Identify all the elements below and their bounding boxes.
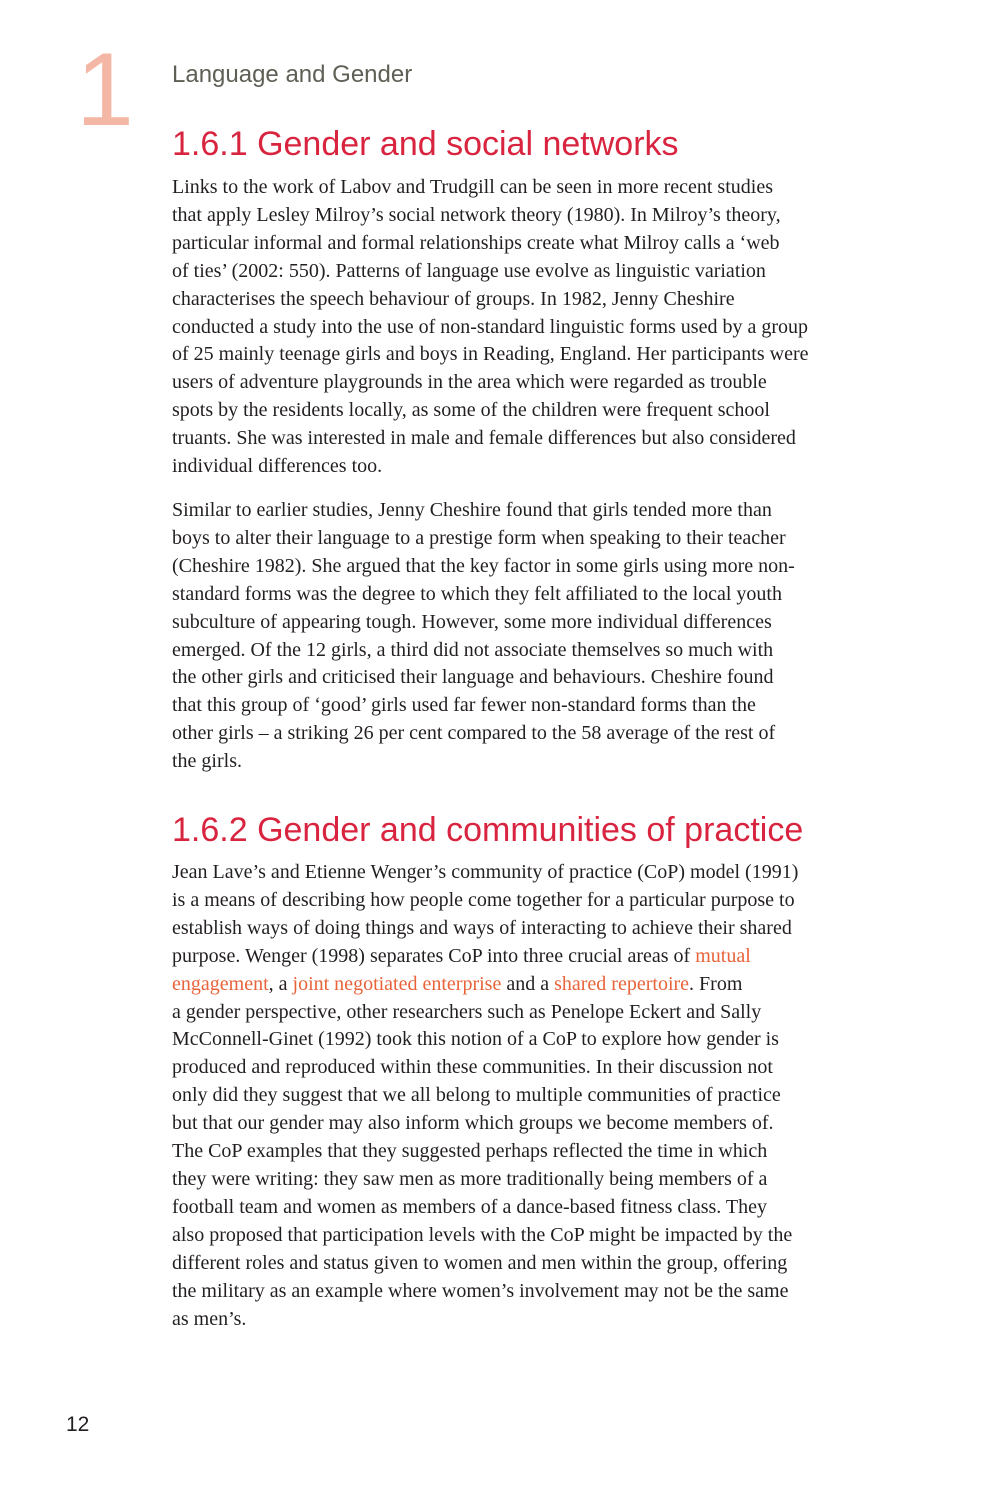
text-segment: different roles and status given to women and men within the group, offering	[172, 1251, 788, 1274]
text-segment: (Cheshire 1982). She argued that the key factor in some girls using more non-	[172, 554, 795, 577]
text-segment: conducted a study into the use of non-standard linguistic forms used by a group	[172, 315, 808, 338]
text-line	[172, 943, 798, 971]
paragraph	[172, 497, 795, 776]
text-segment: . From	[689, 972, 743, 995]
glossary-link[interactable]: shared repertoire	[554, 972, 690, 995]
text-line	[172, 1138, 798, 1166]
text-line	[172, 397, 808, 425]
text-segment: but that our gender may also inform which groups we become members of.	[172, 1112, 774, 1135]
text-segment: a gender perspective, other researchers such as Penelope Eckert and Sally	[172, 1000, 762, 1023]
text-line	[172, 341, 808, 369]
chapter-number: 1	[76, 32, 134, 148]
text-segment: subculture of appearing tough. However, some more individual differences	[172, 610, 772, 633]
text-segment: establish ways of doing things and ways of interacting to achieve their shared	[172, 916, 792, 939]
text-segment: Links to the work of Labov and Trudgill can be seen in more recent studies	[172, 176, 773, 198]
text-segment: spots by the residents locally, as some of the children were frequent school	[172, 399, 770, 422]
text-line	[172, 915, 798, 943]
text-line	[172, 369, 808, 397]
glossary-link[interactable]: mutual	[695, 944, 751, 967]
text-segment: McConnell-Ginet (1992) took this notion of a CoP to explore how gender is	[172, 1028, 779, 1051]
text-segment: purpose. Wenger (1998) separates CoP into three crucial areas of	[172, 944, 696, 967]
text-line	[172, 664, 795, 692]
text-segment: Similar to earlier studies, Jenny Cheshire found that girls tended more than	[172, 499, 772, 521]
section-heading-1-6-1: 1.6.1 Gender and social networks	[172, 125, 679, 163]
glossary-link[interactable]: engagement	[172, 972, 269, 995]
text-segment: that apply Lesley Milroy’s social network theory (1980). In Milroy’s theory,	[172, 203, 781, 226]
text-segment: that this group of ‘good’ girls used far fewer non-standard forms than the	[172, 694, 756, 717]
text-line	[172, 748, 795, 776]
text-segment: truants. She was interested in male and female differences but also considered	[172, 427, 796, 450]
text-segment: Jean Lave’s and Etienne Wenger’s community of practice (CoP) model (1991)	[172, 861, 799, 883]
text-segment: the military as an example where women’s involvement may not be the same	[172, 1279, 789, 1302]
text-line	[172, 314, 808, 342]
text-segment: only did they suggest that we all belong to multiple communities of practice	[172, 1084, 781, 1107]
text-line	[172, 609, 795, 637]
text-line	[172, 1166, 798, 1194]
text-segment: of 25 mainly teenage girls and boys in Reading, England. Her participants were	[172, 343, 809, 366]
text-segment: of ties’ (2002: 550). Patterns of language use evolve as linguistic variation	[172, 259, 766, 282]
text-segment: produced and reproduced within these communities. In their discussion not	[172, 1056, 773, 1079]
text-line	[172, 1082, 798, 1110]
text-segment: also proposed that participation levels with the CoP might be impacted by the	[172, 1223, 793, 1246]
text-segment: characterises the speech behaviour of groups. In 1982, Jenny Cheshire	[172, 287, 735, 310]
text-segment: the girls.	[172, 750, 242, 773]
text-segment: The CoP examples that they suggested perhaps reflected the time in which	[172, 1140, 768, 1163]
text-segment: , a	[268, 972, 293, 995]
text-line	[172, 286, 808, 314]
text-line	[172, 999, 798, 1027]
text-line	[172, 1250, 798, 1278]
text-segment: the other girls and criticised their language and behaviours. Cheshire found	[172, 666, 774, 689]
text-segment: standard forms was the degree to which they felt affiliated to the local youth	[172, 582, 782, 605]
text-segment: particular informal and formal relationships create what Milroy calls a ‘web	[172, 231, 780, 254]
text-line	[172, 553, 795, 581]
text-segment: emerged. Of the 12 girls, a third did not associate themselves so much with	[172, 638, 774, 661]
text-segment: users of adventure playgrounds in the area which were regarded as trouble	[172, 371, 767, 394]
text-line	[172, 971, 798, 999]
text-segment: is a means of describing how people come together for a particular purpose to	[172, 888, 795, 911]
text-line	[172, 525, 795, 553]
text-line	[172, 425, 808, 453]
text-line	[172, 453, 808, 481]
text-line	[172, 1222, 798, 1250]
text-line	[172, 258, 808, 286]
text-line	[172, 581, 795, 609]
section-heading-1-6-2: 1.6.2 Gender and communities of practice	[172, 811, 804, 849]
text-line	[172, 202, 808, 230]
page-number: 12	[66, 1413, 90, 1436]
text-line	[172, 1194, 798, 1222]
text-line	[172, 1278, 798, 1306]
text-line	[172, 174, 808, 202]
text-line	[172, 887, 798, 915]
paragraph	[172, 859, 798, 1333]
text-line	[172, 497, 795, 525]
glossary-link[interactable]: joint negotiated enterprise	[292, 972, 502, 995]
text-segment: football team and women as members of a dance-based fitness class. They	[172, 1195, 767, 1218]
text-line	[172, 1026, 798, 1054]
text-line	[172, 1306, 798, 1334]
text-line	[172, 692, 795, 720]
running-head: Language and Gender	[172, 61, 413, 88]
text-line	[172, 720, 795, 748]
paragraph	[172, 174, 808, 481]
text-segment: other girls – a striking 26 per cent compared to the 58 average of the rest of	[172, 722, 776, 745]
text-line	[172, 637, 795, 665]
text-line	[172, 1054, 798, 1082]
text-segment: as men’s.	[172, 1307, 247, 1330]
text-line	[172, 1110, 798, 1138]
text-segment: individual differences too.	[172, 455, 383, 478]
text-line	[172, 230, 808, 258]
text-segment: boys to alter their language to a prestige form when speaking to their teacher	[172, 526, 786, 549]
text-segment: they were writing: they saw men as more traditionally being members of a	[172, 1167, 768, 1190]
text-segment: and a	[501, 972, 555, 995]
text-line	[172, 859, 798, 887]
